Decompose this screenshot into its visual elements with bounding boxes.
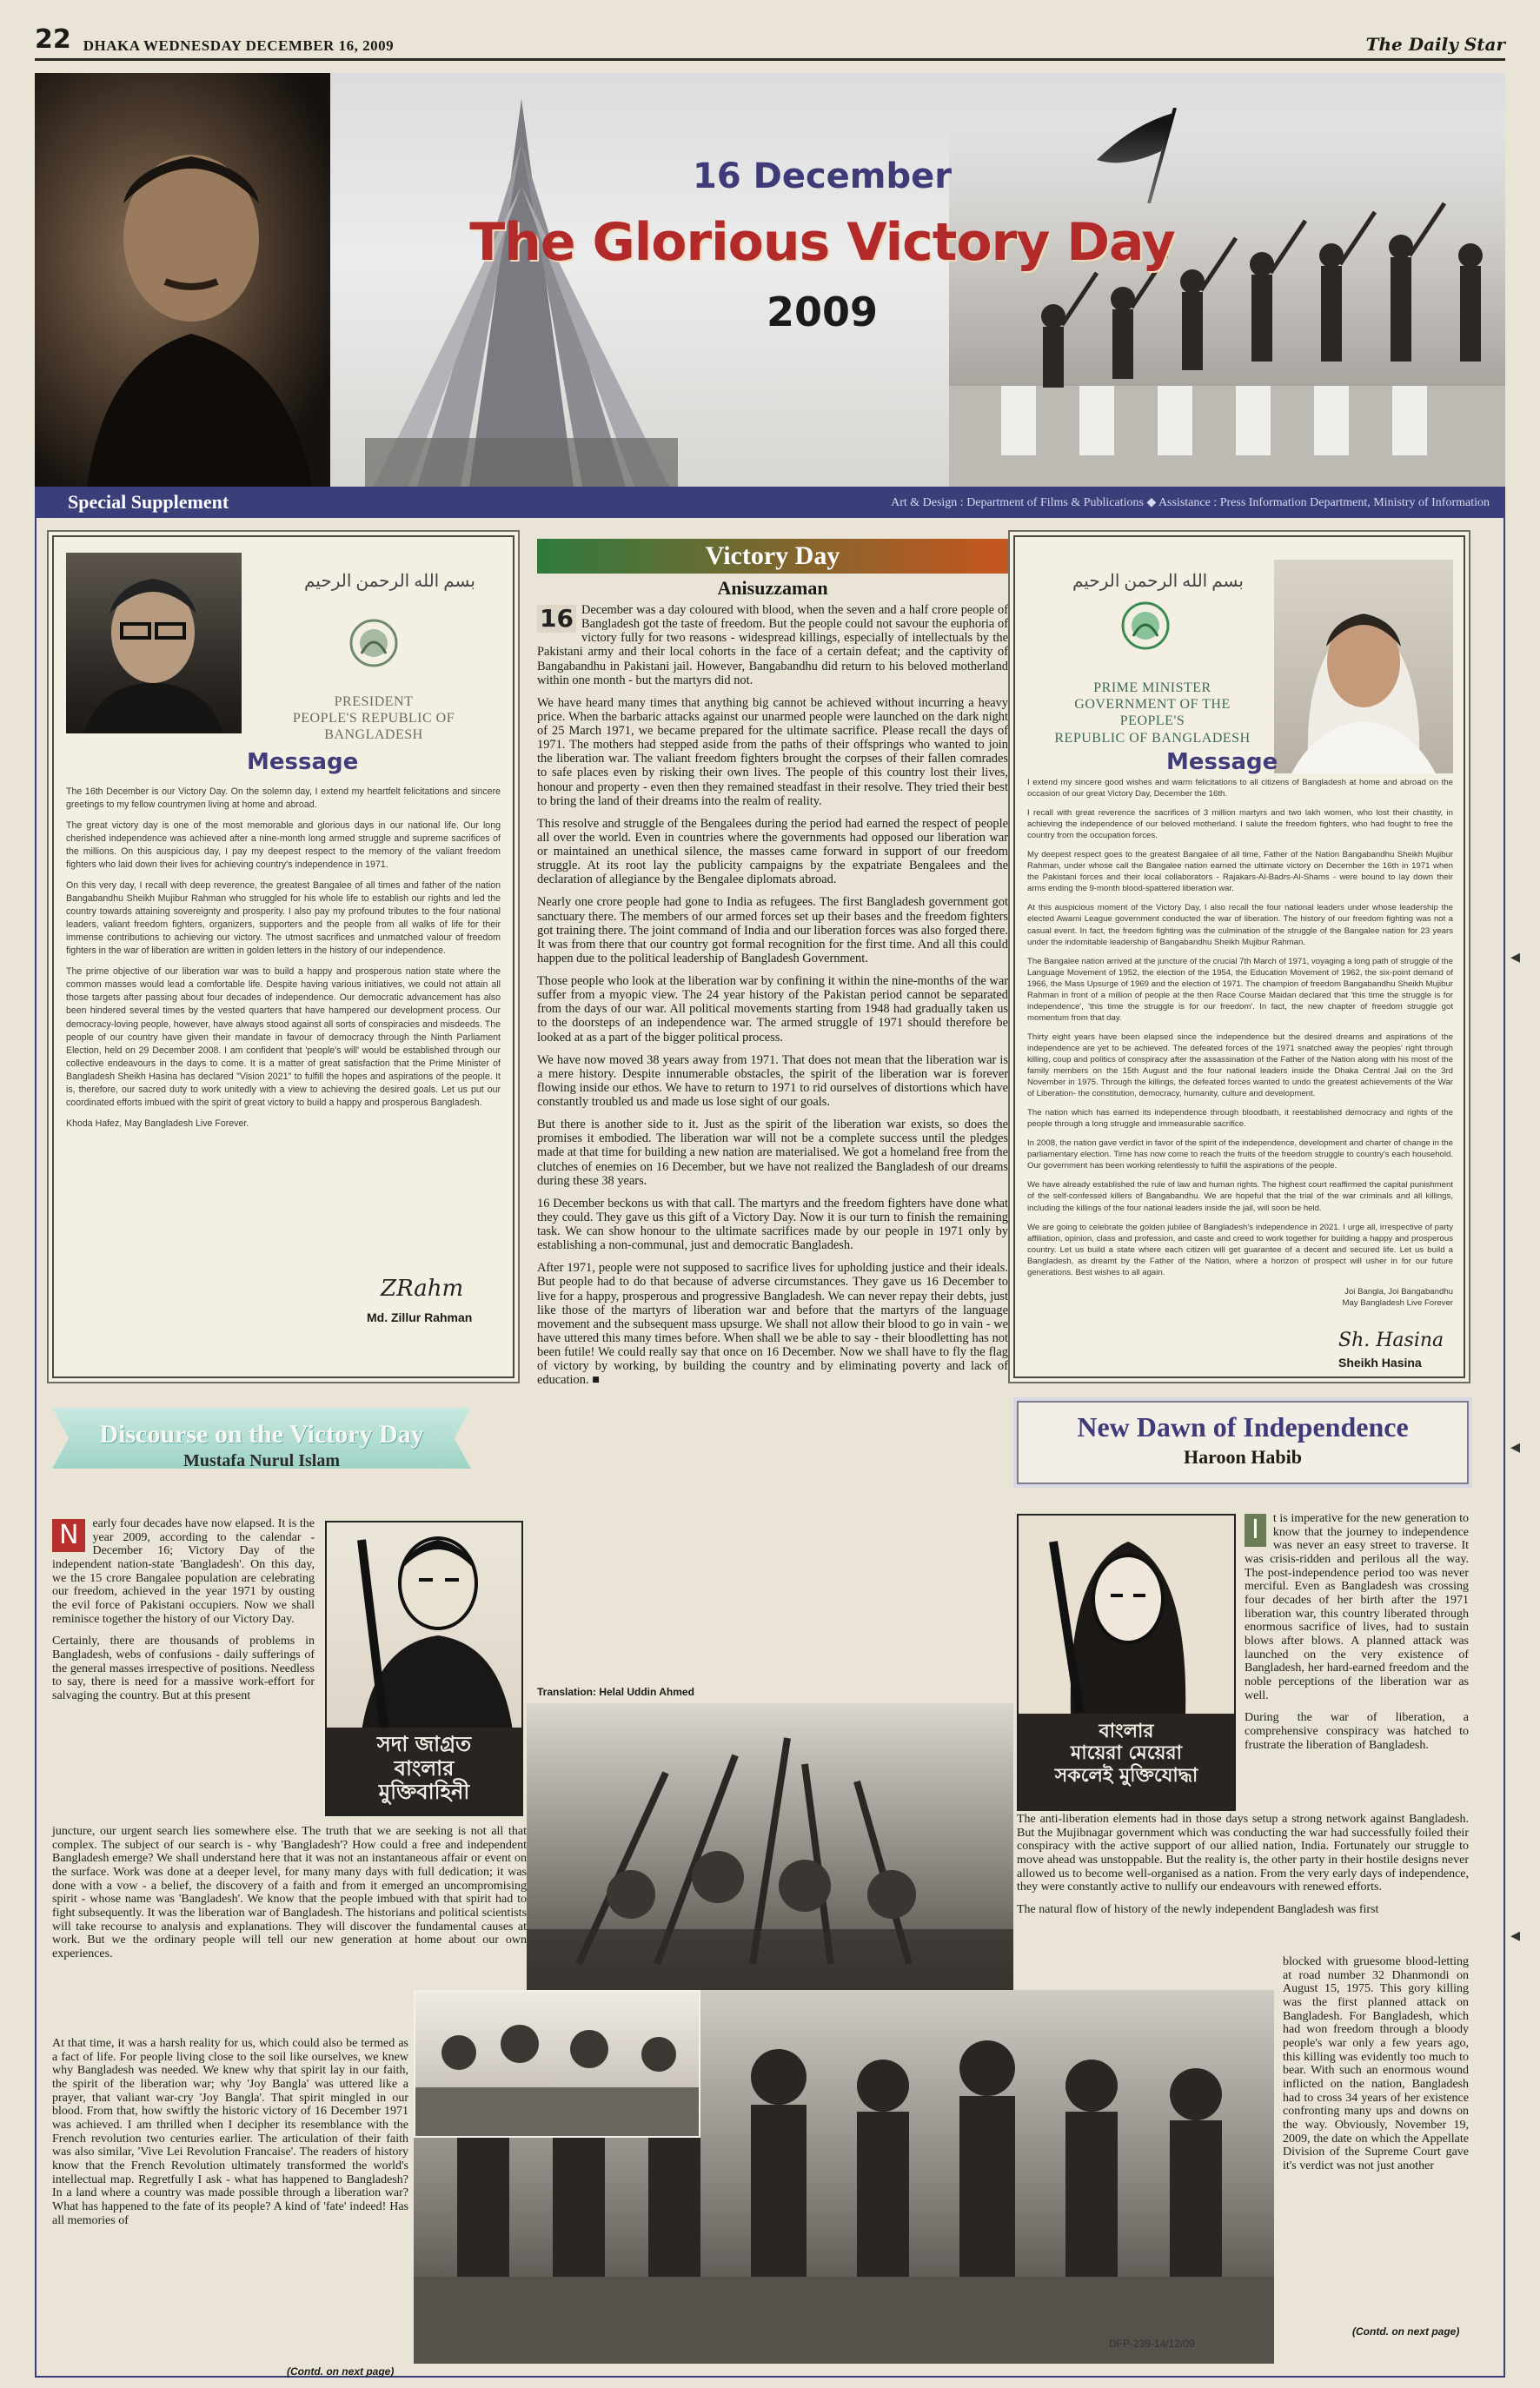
article-paragraph: After 1971, people were not supposed to sacrifice lives for upholding justice and their ideals. But people had to do that because of adverse circumstances. They gave us 16 December to live for a happy, prosperous and progressive Bangladesh. We can never repay their debts, just like those of the martyrs of liberation war and before that the martyrs of the language movement and the subsequent mass upsurge. We shall not allow their blood to go in vain - we have uttered this many times before. When shall we be able to say - their bloodletting has not been futile! We could really say that once on 16 December. Now we shall have to fly the flag of victory by working, by building the country and by eliminating poverty and lack of education. ■ (537, 1261, 1008, 1388)
president-signature: ZRahm (381, 1276, 464, 1302)
discourse-continued-note: (Contd. on next page) (287, 2365, 395, 2378)
president-paragraph: Khoda Hafez, May Bangladesh Live Forever. (66, 1118, 249, 1129)
discourse-poster-image (325, 1521, 523, 1816)
new-dawn-wide-text (1017, 1813, 1469, 1926)
discourse-tail-text (52, 2037, 408, 2236)
president-office-label: PRESIDENT PEOPLE'S REPUBLIC OF BANGLADESH (292, 694, 455, 743)
president-signatory-name: Md. Zillur Rahman (367, 1310, 473, 1324)
article-paragraph: The natural flow of history of the newly independent Bangladesh was first (1017, 1903, 1379, 1917)
page-number: 22 (35, 24, 71, 55)
new-dawn-author: Haroon Habib (1184, 1446, 1302, 1468)
banner-date-heading: 16 December (693, 156, 952, 196)
president-portrait-image (66, 553, 242, 733)
president-message-heading: Message (247, 749, 359, 775)
discourse-lead-text (52, 1517, 315, 1712)
article-paragraph: juncture, our urgent search lies somewhere else. The truth that we are seeking is not all that complex. The subject of our search is - why 'Bangladesh'? How could a free and independent Bangladesh emerge? We shall understand here that it was not an instantaneous affair or event on the surface. Work was done at a deeper level, for many many days with full dedication; it was done with a vow - a belief, the discovery of a faith and from it emerged an uncompromising spirit - whose name was 'Bangladesh'. We know that the people imbued with that spirit had to fight subsequently. It was the liberation war of Bangladesh. The historians and political scientists will take recourse to analysis and explanations. They will discover the fundamental causes at work. But we the ordinary people will tell our new generation at home about our own experiences. (52, 1825, 527, 1961)
pm-paragraph: I extend my sincere good wishes and warm felicitations to all citizens of Bangladesh at home and abroad on the occasion of our great Victory Day, December the 16th. (1027, 778, 1453, 799)
new-dawn-tail-text (1283, 1955, 1469, 2182)
pm-portrait-image (1274, 560, 1453, 773)
banner-main-heading: The Glorious Victory Day (469, 212, 1175, 273)
president-arabic-invocation: بسم الله الرحمن الرحيم (304, 572, 475, 591)
pm-paragraph: I recall with great reverence the sacrifices of 3 million martyrs and two lakh women, who lost their chastity, in achieving the independence of our beloved motherland. I salute the freedom fighters, who had fought to free the country from the occupation forces. (1027, 808, 1453, 841)
pm-office-label: PRIME MINISTER GOVERNMENT OF THE PEOPLE'S REPUBLIC OF BANGLADESH (1054, 680, 1251, 746)
pm-paragraph: We are going to celebrate the golden jubilee of Bangladesh's independence in 2021. I urge all, irrespective of party affiliation, opinion, class and profession, and caste and creed to work together for building a happy and prosperous country. Let us build a state where each citizen will get guarantee of a decent and secured life. Let us build a Bangladesh, as dreamt by the Father of the Nation, where a horizon of prospect will usher in for our future generations. Best wishes to all again. (1027, 1222, 1453, 1277)
discourse-wide-text (52, 1825, 527, 1970)
pm-signature: Sh. Hasina (1338, 1330, 1444, 1351)
margin-arrow-icon: ◂ (1510, 1436, 1521, 1457)
discourse-author: Mustafa Nurul Islam (183, 1451, 340, 1470)
article-paragraph: Certainly, there are thousands of problems in Bangladesh, webs of confusions - daily sufferings of the general masses irrespective of positions. Needless to say, there is need for a massive work-effort for salvaging the country. But at this present (52, 1635, 315, 1703)
banner-portrait-image (35, 73, 330, 487)
liberation-war-photo (527, 1703, 1013, 1990)
freedom-fighter-drawing (327, 1522, 523, 1731)
victory-day-author: Anisuzzaman (717, 577, 828, 599)
pm-paragraph: The nation which has earned its independence through bloodbath, it reestablished democracy and rights of the people through a long struggle and immeasurable sacrifice. (1027, 1108, 1453, 1130)
article-paragraph: We have heard many times that anything big cannot be achieved without incurring a heavy price. When the barbaric attacks against our unarmed people were launched on the dark night of 25 March 1971, we became prepared for the ultimate sacrifice. Please recall the days of 1971. The mothers had stepped aside from the paths of their offsprings who wanted to join the liberation war. The valiant freedom fighters brought the corpses of their fallen comrades to safe places even by risking their own lives. The people of this country lost their lives, honour and property - even then they remained steadfast in their resolve. They tried their best to bring the land of their dreams into the realm of reality. (537, 695, 1008, 808)
banner-year-heading: 2009 (766, 289, 879, 335)
pm-arabic-invocation: بسم الله الرحمن الرحيم (1072, 572, 1244, 591)
article-paragraph: blocked with gruesome blood-letting at road number 32 Dhanmondi on August 15, 1975. This gory killing was the first planned attack on Bangladesh. For Bangladesh, which had won freedom through a bloody people's war only a few years ago, this killing was evidently too much to bear. With such an enormous wound inflicted on the nation, Bangladesh had to cross 34 years of her existence confronting many ups and downs on the way. Obviously, November 19, 2009, the date on which the Appellate Division of the Supreme Court gave it's verdict was not just another (1283, 1955, 1469, 2173)
article-paragraph: t is imperative for the new generation to know that the journey to independence was never an easy street to traverse. It was crisis-ridden and perilous all the way. The post-independence period too was never merciful. Even as Bangladesh was crossing four decades of her birth after the 1971 liberation war, this country liberated through enormous sacrifice of lives, had to sustain blows after blows. A planned attack was launched on the very existence of Bangladesh, her hard-earned freedom and the noble perceptions of the liberation war as well. (1245, 1512, 1469, 1702)
pm-signatory-name: Sheikh Hasina (1338, 1356, 1422, 1370)
date-line: DHAKA WEDNESDAY DECEMBER 16, 2009 (83, 37, 395, 54)
supplement-credit: Art & Design : Department of Films & Publications ◆ Assistance : Press Information Department, Ministry of Information (891, 495, 1490, 509)
article-paragraph: We have now moved 38 years away from 1971. That does not mean that the liberation war is a mere history. Despite innumerable obstacles, the spirit of the liberation war is forever flowing inside our ethos. We have to return to 1971 to rid ourselves of distortions which have constantly troubled us and made us lose sight of our goals. (537, 1052, 1008, 1109)
pm-paragraph: The Bangalee nation arrived at the juncture of the crucial 7th March of 1971, voyaging a long path of struggle of the Language Movement of 1952, the election of the 1954, the Education Movement of 1962, the six-point demand of 1966, the Mass Upsurge of 1969 and the election of 1971. The champion of freedom Bangabandhu Sheikh Mujibur Rahman in front of a million of people at the then Race Course Maidan declared that 'this time the struggle is for independence', 'this time the struggle is for our freedom'. In fact, the new chapter of freedom struggle got momentum from that day. (1027, 956, 1453, 1023)
president-emblem-icon (349, 619, 398, 667)
paper-name: The Daily Star (1365, 34, 1505, 55)
article-paragraph: This resolve and struggle of the Bengalees during the period had earned the respect of people all over the world. Even in countries where the governments had opposed our liberation war or maintained an unethical silence, the masses came forward in support of our freedom struggle. At its root lay the publicity campaigns by the expatriate Bengalees and the declaration of allegiance by the Bengalee diplomats abroad. (537, 816, 1008, 887)
pm-emblem-icon (1121, 601, 1170, 650)
masthead (35, 24, 1505, 61)
new-dawn-poster-image (1017, 1514, 1236, 1811)
new-dawn-lead-text (1245, 1512, 1469, 1761)
article-paragraph: During the war of liberation, a comprehensive conspiracy was hatched to frustrate the liberation of Bangladesh. (1245, 1711, 1469, 1752)
pm-photo (1274, 560, 1453, 773)
article-paragraph: early four decades have now elapsed. It is the year 2009, according to the calendar - December 16; Victory Day of the independent nation-state 'Bangladesh'. On this day, we the 15 crore Bangalee population are celebrating our freedom, achieved in the year 1971 by ousting the evil force of Pakistani occupiers. Now we shall reminisce together the history of our Victory Day. (52, 1517, 315, 1626)
supplement-title: Special Supplement (68, 491, 229, 513)
president-photo (66, 553, 242, 733)
victory-day-drop-number: 16 (537, 605, 576, 633)
president-paragraph: On this very day, I recall with deep reverence, the greatest Bangalee of all times and father of the nation Bangabandhu Sheikh Mujibur Rahman who struggled for his whole life to establish our rights and led the country towards attaining sovereignty and prosperity. I also pay my profound tributes to the four national leaders, valiant freedom fighters, organizers, supporters and the people from all walks of life for their immense contributions to achieving our victory. The utmost sacrifices and unmatched valour of freedom fighters in the war of liberation are written in golden letters in the history of our independence. (66, 880, 501, 957)
discourse-heading: Discourse on the Victory Day (99, 1420, 424, 1449)
officers-photo (414, 1990, 700, 2138)
victory-day-heading: Victory Day (537, 539, 1008, 574)
officers-group-image (415, 1992, 700, 2138)
pm-paragraph: We have already established the rule of law and human rights. The highest court reaffirmed the capital punishment of the self-confessed killers of Bangabandhu. We are hopeful that the trial of the war criminals and all killings, including the killings of the four national leaders inside the jail, will soon be held. (1027, 1180, 1453, 1213)
article-paragraph: December was a day coloured with blood, when the seven and a half crore people of Bangladesh got the taste of freedom. But the people could not savour the euphoria of victory fully for two reasons - widespread killings, especially of intellectuals by the Pakistani army and their local cohorts in the face of a certain defeat; and the captivity of Bangabandhu in Pakistani jail. However, Bangabandhu did return to his beloved motherland within one month - but the martyrs did not. (537, 603, 1008, 687)
victory-day-article (537, 603, 1008, 1396)
article-paragraph: But there is another side to it. Just as the spirit of the liberation war exists, so does the promises it embodied. The liberation war will not be a complete success until the pledges made at that time for building a new nation are materialised. We got a homeland free from the clutches of enemies on 16 December, but we have not realized the Bangladesh of our dreams during these 38 years. (537, 1118, 1008, 1188)
discourse-drop-cap: N (52, 1519, 85, 1552)
pm-paragraph: My deepest respect goes to the greatest Bangalee of all time, Father of the Nation Bangabandhu Sheikh Mujibur Rahman, under whose call the Bangalee nation earned the ultimate victory on December the 16th in 1971 when the Pakistani forces and their local collaborators - Rajakars-Al-Badrs-Al-Shams - were bound to lay down their arms ending the 9-month blood-spattered liberation war. (1027, 850, 1453, 894)
president-message-body (66, 786, 501, 1138)
new-dawn-drop-cap: I (1245, 1514, 1266, 1547)
translation-credit: Translation: Helal Uddin Ahmed (537, 1686, 694, 1698)
president-paragraph: The great victory day is one of the most memorable and glorious days in our national life. Our long cherished independence was achieved after a nine-month long armed struggle and supreme sacrifices of the millions. On this auspicious day, I pay my deepest respect to the memory of the valiant freedom fighters who laid down their lives for achieving country's independence in 1971. (66, 820, 501, 871)
margin-arrow-icon: ◂ (1510, 1924, 1521, 1946)
article-paragraph: Those people who look at the liberation war by confining it within the nine-months of the war suffer from a myopic view. The 24 year history of the Pakistan period cannot be separated from the days of our war. All political movements starting from 1948 had gradually taken us to the doorsteps of an independence war. The armed struggle of 1971 should therefore be looked at as a part of the bigger political process. (537, 974, 1008, 1045)
pm-paragraph: Joi Bangla, Joi Bangabandhu May Bangladesh Live Forever (1342, 1286, 1453, 1308)
article-paragraph: 16 December beckons us with that call. The martyrs and the freedom fighters have done what they could. They gave us this gift of a Victory Day. Now it is our turn to finish the remaining task. We can show honour to the ultimate sacrifices made by our people in 1971 only by establishing a non-communal, just and democratic Bangladesh. (537, 1196, 1008, 1253)
discourse-poster-caption: সদা জাগ্রত বাংলার মুক্তিবাহিনী (327, 1728, 521, 1816)
article-paragraph: The anti-liberation elements had in those days setup a strong network against Bangladesh. But the Mujibnagar government which was conducting the war had successfully foiled their conspiracy with the active support of our allied nation, India. Fortunately our struggle to move ahead was unstoppable. But the reality is, the other party in their hostile designs never allowed us to become well-organised as a nation. From the very early days of independence, they were constantly active to nullify our endeavours with renewed efforts. (1017, 1813, 1469, 1894)
pm-message-heading: Message (1166, 749, 1278, 775)
president-paragraph: The 16th December is our Victory Day. On the solemn day, I extend my heartfelt felicitations and sincere greetings to my fellow countrymen living at home and abroad. (66, 786, 501, 811)
woman-fighter-drawing (1019, 1516, 1236, 1715)
pm-paragraph: In 2008, the nation gave verdict in favor of the spirit of the independence, development and charter of change in the parliamentary election. Time has now come to reach the fruits of the freedom struggle to country's each household. Our government has been working relentlessly to fulfill the aspirations of the people. (1027, 1138, 1453, 1171)
supplement-banner (35, 73, 1505, 487)
new-dawn-poster-caption: বাংলার মায়েরা মেয়েরা সকলেই মুক্তিযোদ্ধা (1019, 1714, 1234, 1811)
dfp-code: DFP-239-14/12/09 (1109, 2338, 1195, 2350)
new-dawn-continued-note: (Contd. on next page) (1352, 2325, 1460, 2338)
pm-paragraph: At this auspicious moment of the Victory Day, I also recall the four national leaders under whose leadership the elected Awami League government conducted the war of liberation. The history of our freedom fighting was not a casual event. In fact, the freedom fighting was the culmination of the struggle of the Bangalee nation for 23 years under the indomitable leadership of Bangabandhu Sheikh Mujibur Rahman. (1027, 903, 1453, 947)
pm-message-body (1027, 777, 1453, 1317)
article-paragraph: At that time, it was a harsh reality for us, which could also be termed as a fact of life. For people living close to the soil like ourselves, we knew why Bangladesh was needed. We knew why that spirit lay in our faith, the spirit of the liberation war; why 'Joy Bangla' was uttered like a prayer, that valiant war-cry 'Joy Bangla'. That spirit mingled in our blood. From that, how swiftly the historic victory of 16 December 1971 was achieved. I am thrilled when I decipher its resemblance with the French revolution two centuries earlier. The articulation of their faith was also similar, 'Vive Lei Revolution Francaise'. The readers of history know that the French Revolution ultimately transformed the world's intellectual map. Regretfully I ask - what has happened to Bangladesh? In a land where a country was made possible through a liberation war? What has happened to the fate of its people? A kind of 'fate' indeed! Has all memories of (52, 2037, 408, 2227)
supplement-bar (35, 487, 1505, 518)
new-dawn-heading: New Dawn of Independence (1077, 1411, 1409, 1443)
pm-paragraph: Thirty eight years have been elapsed since the independence but the desired dreams and aspirations of the independence are yet to be achieved. The defeated forces of the 1971 snatched away the peoples' right through killing, coup and politics of conspiracy after the assassination of the Father of the Nation along with his most of the family members on the 15th August and the four national leaders inside the Dhaka Central Jail on the 3rd November in 1975. Through the killings, the defeated forces wanted to undo the greatest achievements of the War of Liberation- the constitution, democracy, humanity, culture and development. (1027, 1031, 1453, 1099)
portrait-silhouette (35, 73, 330, 487)
raised-rifles-image (527, 1703, 1013, 1990)
margin-arrow-icon: ◂ (1510, 945, 1521, 967)
president-paragraph: The prime objective of our liberation war was to build a happy and prosperous nation state where the common masses would lead a comfortable life. Despite having various initiatives, we could not attain all those targets after passing about four decades of independence. Our democratic advancement has also been hindered several times by the vested quarters that have hampered our development process. Our democracy-loving people, however, have always stood against all sorts of conspiracies and misdeeds. The people of our country have given their mandate in favour of democracy through the Ninth Parliament Election, held on 29 December 2008. I am confident that 'people's will' would be established through our collective endeavours in the days to come. It is a matter of great satisfaction that the Prime Minister of Bangladesh Sheikh Hasina has declared "Vision 2021" to fulfill the hopes and aspirations of the people. It is, therefore, our sacred duty to work unitedly with a view to achieving the desired goals. Let us put our coordinated efforts imbued with the spirit of great victory to build a happy and prosperous Bangladesh. (66, 966, 501, 1108)
article-paragraph: Nearly one crore people had gone to India as refugees. The first Bangladesh government got sanctuary there. The members of our armed forces set up their bases and the freedom fighters got training there. The joint command of India and our liberation forces was also forged there. It was from there that our country got formal recognition for the first time. And all this could happen due to the political leadership of Bangladesh Government. (537, 895, 1008, 965)
